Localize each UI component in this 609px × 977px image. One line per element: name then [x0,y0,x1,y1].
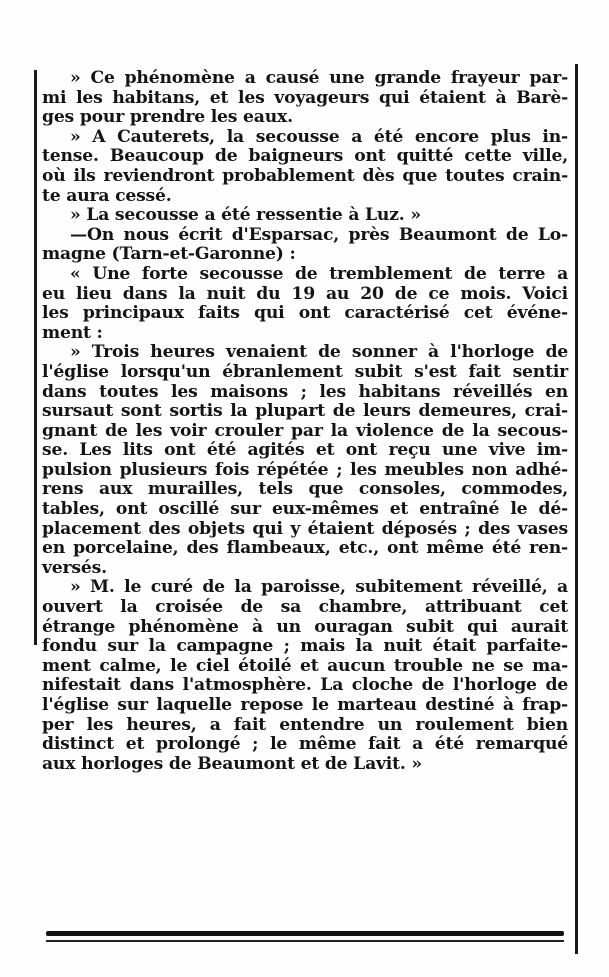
text-line: » La secousse a été ressentie à Luz. » [70,205,421,226]
section-separator-thin [46,940,564,942]
text-line: » Ce phénomène a causé une grande frayeur par- [70,68,568,88]
text-line: fondu sur la campagne ; mais la nuit était parfaite- [42,636,568,657]
text-line: étrange phénomène à un ouragan subit qui aurait [42,616,568,637]
text-line: « Une forte secousse de tremblement de terre a [70,263,568,284]
text-line: » A Cauterets, la secousse a été encore plus in- [70,126,568,147]
text-line: où ils reviendront probablement dès que toutes crain- [42,165,568,186]
text-line: » M. le curé de la paroisse, subitement réveillé, a [70,577,568,598]
text-line: » Trois heures venaient de sonner à l'horloge de [70,342,568,363]
text-line: ment calme, le ciel étoilé et aucun trouble ne se ma- [42,655,568,676]
text-line: —On nous écrit d'Esparsac, près Beaumont de Lo- [70,224,568,245]
text-line: en porcelaine, des flambeaux, etc., ont même été ren- [42,538,568,559]
text-line: mi les habitans, et les voyageurs qui étaient à Barè- [42,87,568,108]
text-line: per les heures, a fait entendre un roulement bien [42,714,568,735]
text-line: l'église sur laquelle repose le marteau destiné à frap- [42,695,568,715]
text-line: magne (Tarn-et-Garonne) : [42,244,296,265]
column-rule-left [34,70,37,645]
article-column [42,69,568,774]
text-line: dans toutes les maisons ; les habitans réveillés en [42,381,568,402]
text-line: l'église lorsqu'un ébranlement subit s'est fait sentir [42,361,568,382]
text-line: eu lieu dans la nuit du 19 au 20 de ce mois. Voici [42,283,568,304]
text-line: placement des objets qui y étaient déposés ; des vases [42,518,568,539]
text-line: les principaux faits qui ont caractérisé cet événe- [42,303,568,324]
text-line: distinct et prolongé ; le même fait a été remarqué [42,734,568,755]
text-line: aux horloges de Beaumont et de Lavit. » [42,753,422,774]
text-line: ges pour prendre les eaux. [42,107,293,128]
text-line: gnant de les voir crouler par la violence de la secous- [42,420,568,441]
column-rule-right [575,64,578,954]
text-line: sursaut sont sortis la plupart de leurs demeures, crai- [42,401,568,422]
text-line: pulsion plusieurs fois répétée ; les meubles non adhé- [42,459,568,480]
text-line: versés. [42,557,107,578]
text-line: tables, ont oscillé sur eux-mêmes et entraîné le dé- [42,499,568,520]
text-line: se. Les lits ont été agités et ont reçu une vive im- [42,440,568,461]
text-line: tense. Beaucoup de baigneurs ont quitté cette ville, [42,146,568,167]
text-line: ment : [42,322,103,343]
text-line: rens aux murailles, tels que consoles, commodes, [42,479,568,500]
section-separator-thick [46,931,564,936]
text-line: ouvert la croisée de sa chambre, attribuant cet [42,597,568,618]
text-line: nifestait dans l'atmosphère. La cloche de l'horloge de [42,675,568,696]
text-line: te aura cessé. [42,185,172,206]
